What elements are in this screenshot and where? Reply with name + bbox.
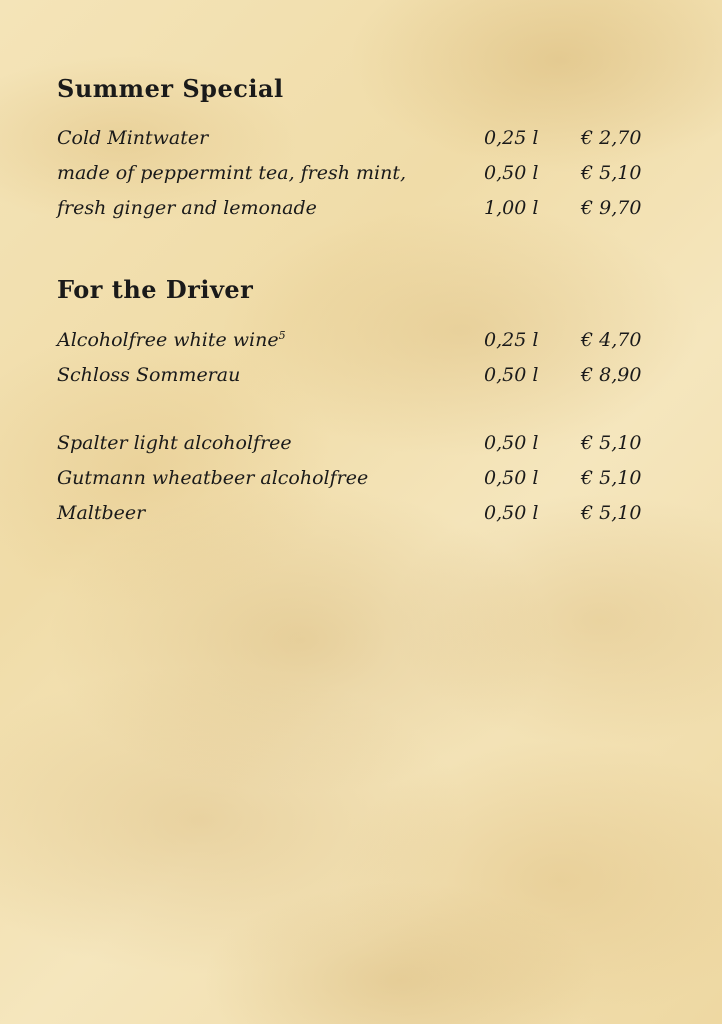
- item-name: fresh ginger and lemonade: [57, 197, 317, 219]
- item-volume: 0,50 l: [484, 467, 539, 489]
- item-name: [57, 325, 286, 355]
- item-volume: 0,25 l: [484, 127, 539, 149]
- footnote-marker: 5: [278, 329, 286, 342]
- menu-item-row: [57, 498, 667, 528]
- item-name-text: Alcoholfree white wine: [57, 329, 279, 351]
- item-price: € 8,90: [581, 364, 642, 386]
- menu-item-row: [57, 123, 667, 153]
- item-price: € 4,70: [581, 329, 642, 351]
- item-volume: 0,50 l: [484, 432, 539, 454]
- menu-item-row: [57, 463, 667, 493]
- section-title-for-the-driver: For the Driver: [57, 275, 254, 304]
- item-price: € 5,10: [581, 467, 642, 489]
- item-name: Maltbeer: [57, 502, 146, 524]
- item-volume: 0,50 l: [484, 162, 539, 184]
- menu-item-row: [57, 428, 667, 458]
- item-name: made of peppermint tea, fresh mint,: [57, 162, 407, 184]
- item-volume: 0,25 l: [484, 329, 539, 351]
- item-name: Gutmann wheatbeer alcoholfree: [57, 467, 369, 489]
- item-name: Schloss Sommerau: [57, 364, 241, 386]
- item-volume: 0,50 l: [484, 364, 539, 386]
- item-price: € 5,10: [581, 162, 642, 184]
- item-name: Cold Mintwater: [57, 127, 209, 149]
- menu-item-row: [57, 360, 667, 390]
- item-volume: 0,50 l: [484, 502, 539, 524]
- item-name: Spalter light alcoholfree: [57, 432, 292, 454]
- menu-item-row: [57, 158, 667, 188]
- menu-item-row: [57, 193, 667, 223]
- item-price: € 5,10: [581, 502, 642, 524]
- section-title-summer-special: Summer Special: [57, 74, 284, 103]
- item-price: € 5,10: [581, 432, 642, 454]
- item-price: € 2,70: [581, 127, 642, 149]
- menu-item-row: [57, 325, 667, 355]
- item-volume: 1,00 l: [484, 197, 539, 219]
- item-price: € 9,70: [581, 197, 642, 219]
